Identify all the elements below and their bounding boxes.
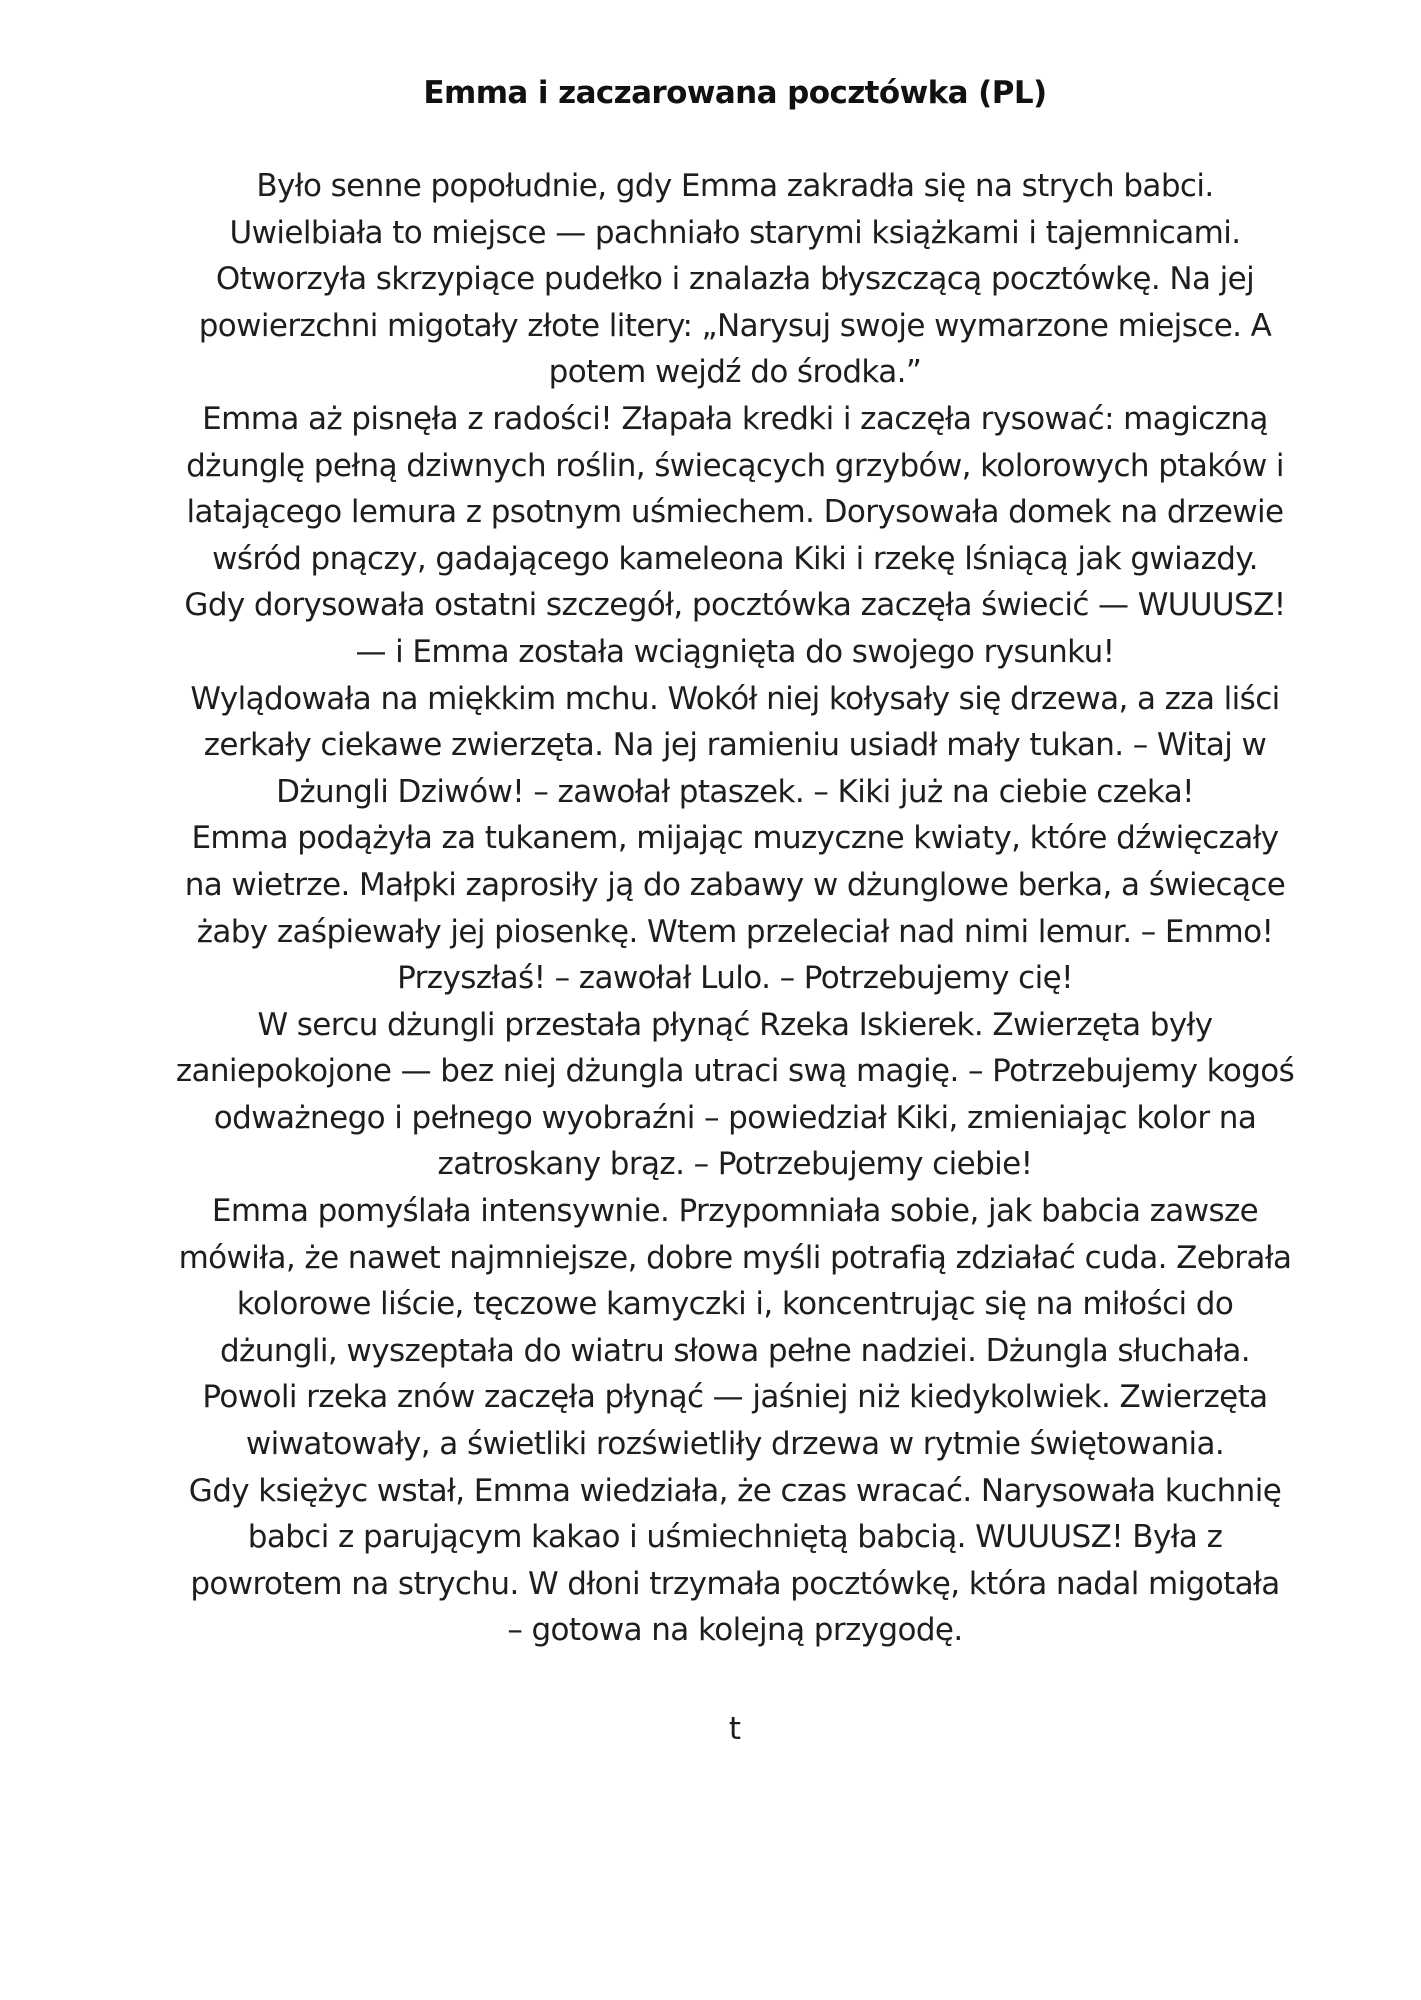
story-line: kolorowe liście, tęczowe kamyczki i, koncentrując się na miłości do (236, 1286, 1234, 1323)
story-line: — i Emma została wciągnięta do swojego rysunku! (355, 633, 1115, 670)
story-line: odważnego i pełnego wyobraźni – powiedział Kiki, zmieniając kolor na (213, 1099, 1257, 1136)
story-line: latającego lemura z psotnym uśmiechem. Dorysowała domek na drzewie (186, 494, 1284, 531)
story-body (110, 163, 1360, 1654)
story-line: dżunglę pełną dziwnych roślin, świecących grzybów, kolorowych ptaków i (186, 447, 1284, 484)
story-line: powrotem na strychu. W dłoni trzymała pocztówkę, która nadal migotała (190, 1565, 1280, 1602)
story-line: Dżungli Dziwów! – zawołał ptaszek. – Kiki już na ciebie czeka! (276, 773, 1194, 810)
document-title: Emma i zaczarowana pocztówka (PL) (423, 75, 1047, 111)
story-line: zaniepokojone — bez niej dżungla utraci swą magię. – Potrzebujemy kogoś (175, 1053, 1295, 1090)
story-line: Emma aż pisnęła z radości! Złapała kredki i zaczęła rysować: magiczną (202, 400, 1268, 437)
story-line: Emma podążyła za tukanem, mijając muzyczne kwiaty, które dźwięczały (191, 820, 1279, 857)
story-line: dżungli, wyszeptała do wiatru słowa pełne nadziei. Dżungla słuchała. (219, 1332, 1250, 1369)
story-line: Gdy księżyc wstał, Emma wiedziała, że czas wracać. Narysowała kuchnię (188, 1472, 1282, 1509)
footer-mark: t (728, 1711, 742, 1747)
story-line: Gdy dorysowała ostatni szczegół, pocztówka zaczęła świecić — WUUUSZ! (184, 587, 1286, 624)
story-line: mówiła, że nawet najmniejsze, dobre myśli potrafią zdziałać cuda. Zebrała (178, 1239, 1292, 1276)
story-line: Uwielbiała to miejsce — pachniało starymi książkami i tajemnicami. (229, 214, 1241, 251)
story-line: Przyszłaś! – zawołał Lulo. – Potrzebujemy cię! (397, 960, 1073, 997)
story-line: potem wejdź do środka.” (548, 354, 922, 391)
story-line: wiwatowały, a świetliki rozświetliły drzewa w rytmie świętowania. (245, 1426, 1225, 1463)
story-line: – gotowa na kolejną przygodę. (507, 1612, 963, 1649)
story-line: Emma pomyślała intensywnie. Przypomniała sobie, jak babcia zawsze (211, 1193, 1259, 1230)
story-line: żaby zaśpiewały jej piosenkę. Wtem przeleciał nad nimi lemur. – Emmo! (196, 913, 1274, 950)
story-line: wśród pnączy, gadającego kameleona Kiki i rzekę lśniącą jak gwiazdy. (212, 540, 1258, 577)
story-line: Wylądowała na miękkim mchu. Wokół niej kołysały się drzewa, a zza liści (190, 680, 1280, 717)
story-line: Było senne popołudnie, gdy Emma zakradła się na strych babci. (256, 168, 1214, 204)
story-line: W sercu dżungli przestała płynąć Rzeka Iskierek. Zwierzęta były (257, 1006, 1213, 1043)
story-line: powierzchni migotały złote litery: „Narysuj swoje wymarzone miejsce. A (198, 307, 1272, 344)
story-line: zatroskany brąz. – Potrzebujemy ciebie! (437, 1146, 1033, 1183)
story-line: babci z parującym kakao i uśmiechniętą babcią. WUUUSZ! Była z (247, 1519, 1223, 1556)
story-line: na wietrze. Małpki zaprosiły ją do zabawy w dżunglowe berka, a świecące (184, 866, 1286, 903)
story-line: Powoli rzeka znów zaczęła płynąć — jaśniej niż kiedykolwiek. Zwierzęta (202, 1379, 1268, 1416)
story-line: zerkały ciekawe zwierzęta. Na jej ramieniu usiadł mały tukan. – Witaj w (203, 727, 1267, 764)
story-line: Otworzyła skrzypiące pudełko i znalazła błyszczącą pocztówkę. Na jej (215, 261, 1255, 298)
